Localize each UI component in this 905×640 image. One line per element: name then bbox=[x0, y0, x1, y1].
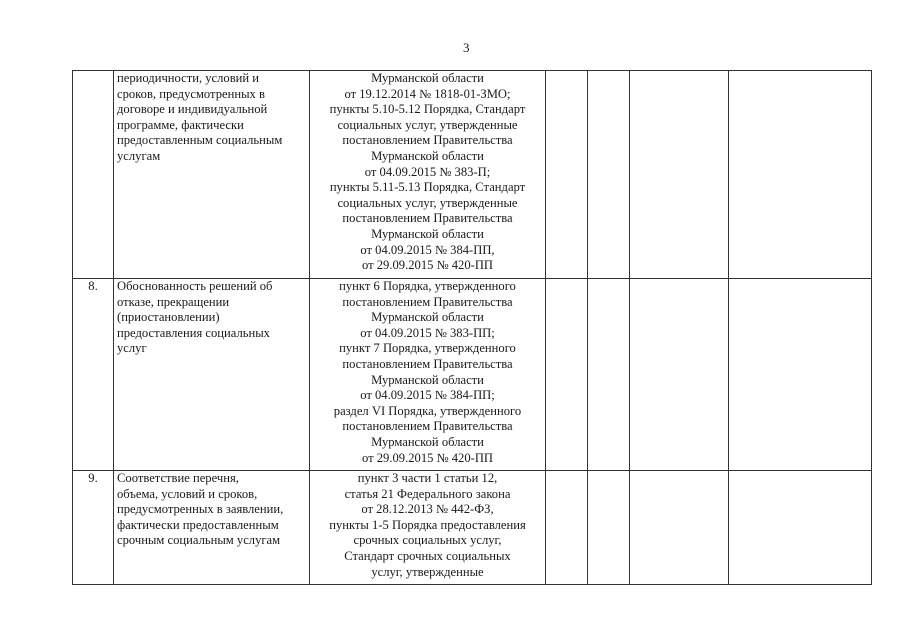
no-cell bbox=[588, 279, 630, 471]
requirement-cell: Соответствие перечня, объема, условий и сроков, предусмотренных в заявлении, фактически предоставленным срочным социальным услугам bbox=[114, 471, 310, 585]
table-row bbox=[73, 471, 872, 585]
not-applicable-cell bbox=[630, 279, 729, 471]
inspection-table bbox=[72, 70, 872, 585]
no-cell bbox=[588, 471, 630, 585]
no-cell bbox=[588, 71, 630, 279]
row-number: 9. bbox=[73, 471, 114, 585]
yes-cell bbox=[546, 71, 588, 279]
legal-basis-cell: пункт 6 Порядка, утвержденного постановлением Правительства Мурманской области от 04.09.2015 № 383-ПП; пункт 7 Порядка, утвержденного постановлением Правительства Мурманской области от 04.09.2015 № 384-ПП; раздел VI Порядка, утвержденного постановлением Правительства Мурманской области от 29.09.2015 № 420-ПП bbox=[310, 279, 546, 471]
table-row bbox=[73, 279, 872, 471]
not-applicable-cell bbox=[630, 71, 729, 279]
row-number bbox=[73, 71, 114, 279]
legal-basis-cell: Мурманской области от 19.12.2014 № 1818-01-ЗМО; пункты 5.10-5.12 Порядка, Стандарт социальных услуг, утвержденные постановлением Правительства Мурманской области от 04.09.2015 № 383-П; пункты 5.11-5.13 Порядка, Стандарт социальных услуг, утвержденные постановлением Правительства Мурманской области от 04.09.2015 № 384-ПП, от 29.09.2015 № 420-ПП bbox=[310, 71, 546, 279]
page-number: 3 bbox=[463, 40, 470, 55]
legal-basis-cell: пункт 3 части 1 статьи 12, статья 21 Федерального закона от 28.12.2013 № 442-ФЗ, пункты 1-5 Порядка предоставления срочных социальных услуг, Стандарт срочных социальных услуг, утвержденные bbox=[310, 471, 546, 585]
yes-cell bbox=[546, 279, 588, 471]
yes-cell bbox=[546, 471, 588, 585]
requirement-cell: Обоснованность решений об отказе, прекращении (приостановлении) предоставления социальных услуг bbox=[114, 279, 310, 471]
requirement-cell: периодичности, условий и сроков, предусмотренных в договоре и индивидуальной программе, фактически предоставленным социальным услугам bbox=[114, 71, 310, 279]
note-cell bbox=[729, 71, 872, 279]
note-cell bbox=[729, 279, 872, 471]
table-row bbox=[73, 71, 872, 279]
note-cell bbox=[729, 471, 872, 585]
row-number: 8. bbox=[73, 279, 114, 471]
not-applicable-cell bbox=[630, 471, 729, 585]
